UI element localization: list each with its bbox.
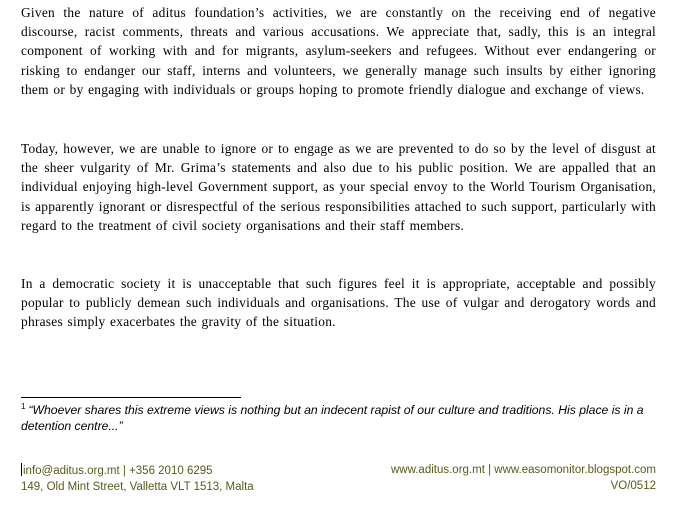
footnote xyxy=(21,402,661,434)
body-paragraph-1: Given the nature of aditus foundation’s activities, we are constantly on the receiving end of negative discourse, racist comments, threats and various accusations. We appreciate that, sadly, this is an integral component of working with and for migrants, asylum-seekers and refugees. Without ever endangering or risking to endanger our staff, interns and volunteers, we generally manage such insults by either ignoring them or by engaging with individuals or groups hoping to promote friendly dialogue and exchange of views. xyxy=(21,5,656,97)
footnote-text: “Whoever shares this extreme views is nothing but an indecent rapist of our culture and traditions. His place is in a detention centre...” xyxy=(21,403,644,433)
footer-contact-line[interactable]: info@aditus.org.mt | +356 2010 6295 xyxy=(23,465,213,477)
body-paragraph-3: In a democratic society it is unacceptable that such figures feel it is appropriate, acceptable and possibly popular to publicly demean such individuals and organisations. The use of vulgar and derogatory words and phrases simply exacerbates the gravity of the situation. xyxy=(21,276,656,330)
footer-contact xyxy=(21,463,254,495)
footer-websites[interactable]: www.aditus.org.mt | www.easomonitor.blogspot.com xyxy=(390,464,656,476)
body-paragraph-2: Today, however, we are unable to ignore or to engage as we are prevented to do so by the level of disgust at the sheer vulgarity of Mr. Grima’s statements and also due to his public position. We are appalled that an individual enjoying high-level Government support, as your special envoy to the World Tourism Organisation, is apparently ignorant or disrespectful of the serious responsibilities attached to such support, particularly with regard to the treatment of civil society organisations and their staff members. xyxy=(21,141,656,233)
footnote-marker: 1 xyxy=(21,401,26,411)
footer-links xyxy=(391,463,656,494)
footer-reference: VO/0512 xyxy=(610,479,656,492)
footnote-separator xyxy=(21,397,241,398)
footer-address: 149, Old Mint Street, Valletta VLT 1513, Malta xyxy=(21,480,254,493)
text-cursor xyxy=(21,463,22,476)
